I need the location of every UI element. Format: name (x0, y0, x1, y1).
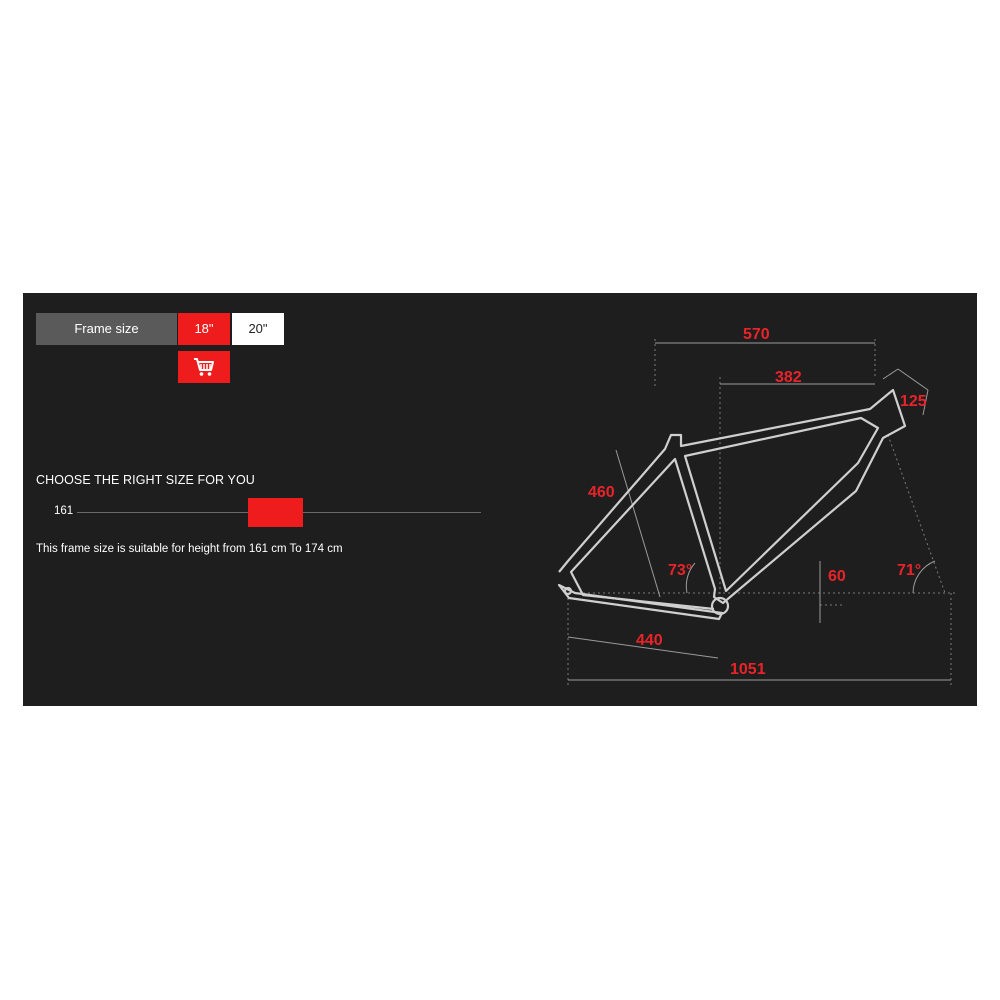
dimension-lines (568, 339, 958, 688)
bb-drop-value: 60 (828, 568, 846, 585)
geometry-panel (23, 293, 977, 706)
frame-size-label: Frame size (36, 313, 177, 345)
seat-angle-value: 73° (668, 562, 693, 579)
bike-frame (559, 390, 905, 619)
geometry-labels (588, 326, 927, 678)
frame-geometry-diagram (23, 293, 977, 706)
top-tube-value: 570 (743, 326, 770, 343)
reach-value: 382 (775, 369, 802, 386)
head-angle-value: 71° (897, 562, 922, 579)
size-guide-heading: CHOOSE THE RIGHT SIZE FOR YOU (36, 473, 255, 487)
seat-tube-value: 460 (588, 484, 615, 501)
size-20-button[interactable]: 20" (232, 313, 284, 345)
height-slider-value: 161 (36, 505, 77, 517)
chainstay-value: 440 (636, 632, 663, 649)
wheelbase-value: 1051 (730, 661, 766, 678)
head-tube-value: 125 (900, 393, 927, 410)
size-18-button[interactable]: 18" (178, 313, 230, 345)
suitability-text: This frame size is suitable for height from 161 cm To 174 cm (36, 543, 343, 555)
